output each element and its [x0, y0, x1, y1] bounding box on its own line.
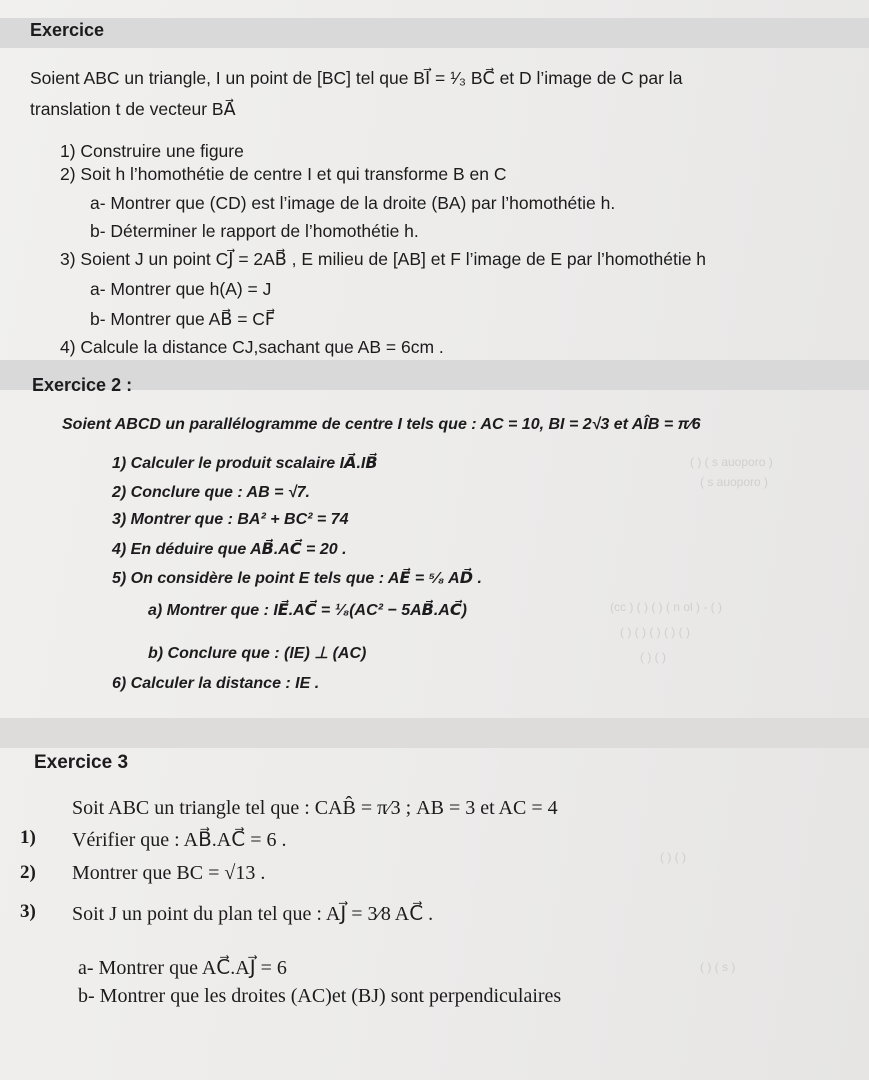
bleed-through-decoration: ( ) ( s auoporo ): [690, 455, 773, 469]
bleed-through-decoration: ( ) ( s ): [700, 960, 736, 974]
exercise-3-question-3b: b- Montrer que les droites (AC)et (BJ) sont perpendiculaires: [78, 985, 562, 1007]
bleed-through-decoration: ( ) ( ) ( ) ( ) ( ): [620, 625, 690, 639]
bleed-through-decoration: ( ) ( ): [640, 650, 666, 664]
exercise-2-question-2: 2) Conclure que : AB = √7.: [112, 484, 310, 501]
exercise-2-question-4: 4) En déduire que AB⃗.AC⃗ = 20 .: [112, 541, 347, 558]
exercise-1-title: Exercice: [30, 20, 105, 40]
exercise-2-question-6: 6) Calculer la distance : IE .: [112, 675, 320, 692]
exercise-2-question-1: 1) Calculer le produit scalaire IA⃗.IB⃗: [112, 455, 378, 472]
exercise-1-question-2: 2) Soit h l’homothétie de centre I et qui transforme B en C: [60, 164, 507, 184]
exercise-1-question-3b: b- Montrer que AB⃗ = CF⃗: [90, 309, 275, 329]
exercise-1-question-3: 3) Soient J un point CJ⃗ = 2AB⃗ , E milieu de [AB] et F l’image de E par l’homothétie h: [60, 249, 707, 269]
exercise-1-question-2b: b- Déterminer le rapport de l’homothétie h.: [90, 221, 419, 241]
exercise-1-question-2a: a- Montrer que (CD) est l’image de la droite (BA) par l’homothétie h.: [90, 193, 616, 213]
exercise-1-intro-line-2: translation t de vecteur BA⃗: [30, 99, 236, 119]
exercise-3-question-3: Soit J un point du plan tel que : AJ⃗ = 3⁄8 AC⃗ .: [72, 903, 434, 925]
exercise-3-question-3-number: 3): [20, 901, 36, 922]
exercise-3-intro: Soit ABC un triangle tel que : CAB̂ = π⁄3 ; AB = 3 et AC = 4: [72, 797, 558, 819]
exercise-1-question-1: 1) Construire une figure: [60, 141, 244, 161]
bleed-through-decoration: (cc ) ( ) ( ) ( n ol ) - ( ): [610, 600, 722, 614]
exercise-1-question-4: 4) Calcule la distance CJ,sachant que AB = 6cm .: [60, 337, 444, 357]
exercise-2-question-5: 5) On considère le point E tels que : AE⃗ = ⁵⁄₈ AD⃗ .: [112, 570, 482, 587]
exercise-3-question-1: Vérifier que : AB⃗.AC⃗ = 6 .: [72, 829, 287, 851]
bleed-through-decoration: ( s auoporo ): [700, 475, 769, 489]
bleed-through-decoration: ( ) ( ): [660, 850, 686, 864]
exercise-3-title: Exercice 3: [34, 752, 129, 773]
exercise-1-intro-line-1: Soient ABC un triangle, I un point de [BC] tel que BI⃗ = ¹⁄₃ BC⃗ et D l’image de C par la: [30, 68, 683, 88]
exercise-3-question-1-number: 1): [20, 827, 36, 848]
exercise-1-question-3a: a- Montrer que h(A) = J: [90, 279, 272, 299]
exercise-2-question-5a: a) Montrer que : IE⃗.AC⃗ = ¹⁄₈(AC² − 5AB⃗.AC⃗): [148, 602, 467, 619]
exercise-3-header-band: [0, 718, 869, 748]
exercise-2-title: Exercice 2 :: [32, 375, 133, 395]
exercise-3-question-2-number: 2): [20, 862, 36, 883]
exercise-2-question-3: 3) Montrer que : BA² + BC² = 74: [112, 511, 349, 528]
exercise-3-question-2: Montrer que BC = √13 .: [72, 862, 266, 884]
exercise-3-question-3a: a- Montrer que AC⃗.AJ⃗ = 6: [78, 957, 287, 979]
exercise-2-question-5b: b) Conclure que : (IE) ⊥ (AC): [148, 645, 367, 662]
exercise-1-header-band: [0, 18, 869, 48]
exercise-2-intro: Soient ABCD un parallélogramme de centre I tels que : AC = 10, BI = 2√3 et AÎB = π⁄6: [62, 416, 701, 433]
